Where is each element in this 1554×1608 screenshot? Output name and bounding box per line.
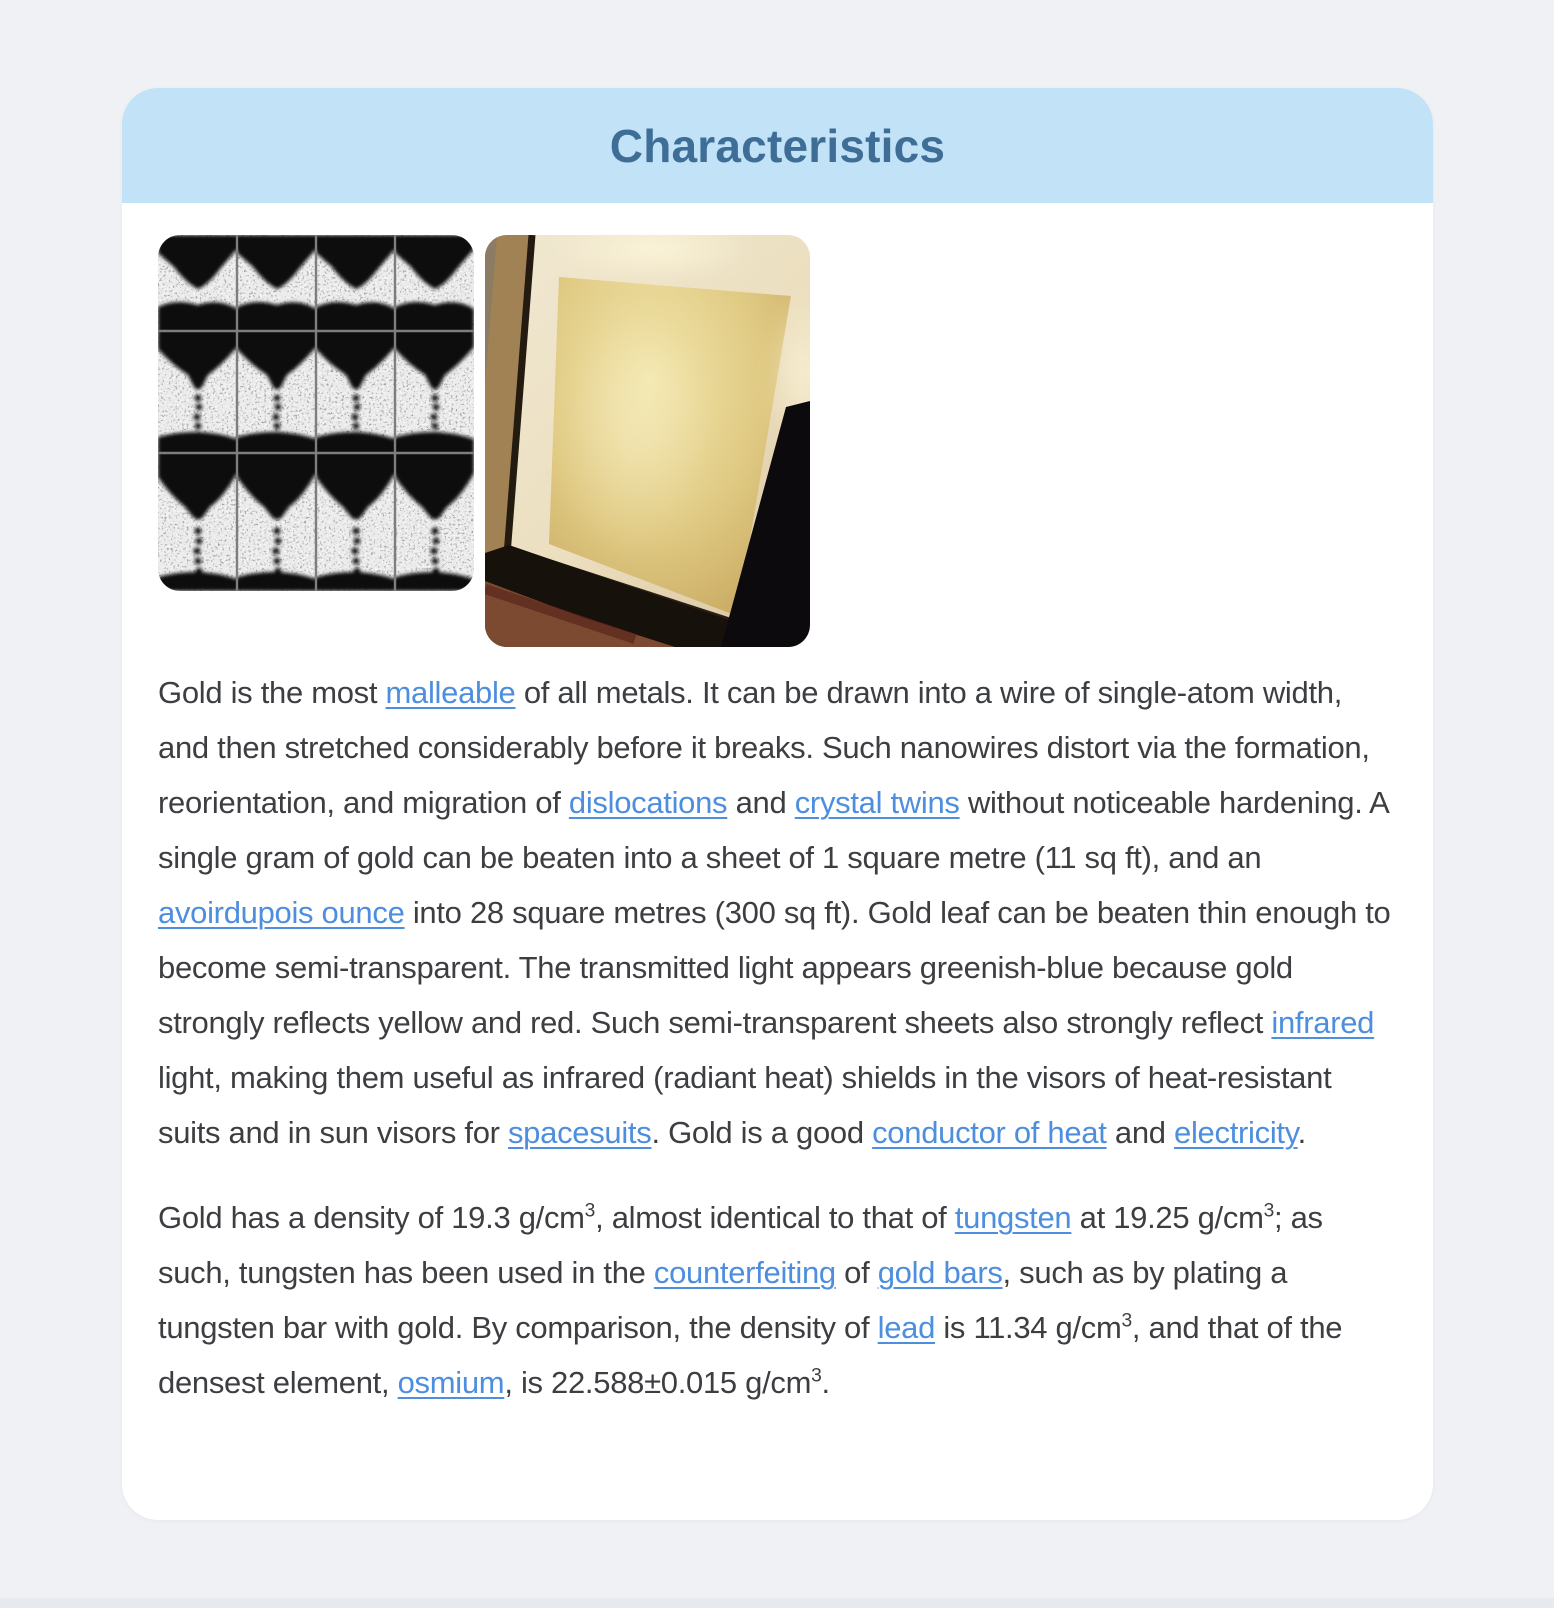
characteristics-card [122, 88, 1433, 1520]
text-run: is 11.34 g/cm [935, 1310, 1122, 1345]
text-run: , almost identical to that of [595, 1200, 955, 1235]
card-body [122, 203, 1433, 1450]
text-run: and [727, 785, 795, 820]
link-electricity[interactable]: electricity [1174, 1115, 1298, 1150]
text-run: of [835, 1255, 878, 1290]
text-run: , such as by plating a tungsten bar with gold. By comparison, the density of [158, 1255, 1288, 1345]
link-crystal-twins[interactable]: crystal twins [794, 785, 960, 820]
text-run: Gold has a density of 19.3 g/cm [158, 1200, 585, 1235]
link-conductor-of-heat[interactable]: conductor of heat [872, 1115, 1107, 1150]
superscript: 3 [1263, 1200, 1274, 1222]
text-run: of all metals. It can be drawn into a wire of single-atom width, and then stretched considerably before it breaks. Such nanowires distort via the formation, reorientation, and migration of [158, 675, 1370, 820]
link-gold-bars[interactable]: gold bars [877, 1255, 1003, 1290]
card-title: Characteristics [609, 119, 946, 172]
text-run: Gold is the most [158, 675, 386, 710]
link-tungsten[interactable]: tungsten [954, 1200, 1072, 1235]
paragraph-malleability [158, 665, 1397, 1160]
link-dislocations[interactable]: dislocations [568, 785, 728, 820]
text-run: , is 22.588±0.015 g/cm [504, 1365, 812, 1400]
text-run: at 19.25 g/cm [1071, 1200, 1264, 1235]
superscript: 3 [584, 1200, 596, 1222]
link-malleable[interactable]: malleable [385, 675, 516, 710]
gold-leaf-graphic [485, 235, 810, 647]
link-avoirdupois-ounce[interactable]: avoirdupois ounce [158, 895, 405, 930]
text-run: . [1297, 1115, 1306, 1150]
superscript: 3 [811, 1365, 822, 1387]
link-counterfeiting[interactable]: counterfeiting [653, 1255, 836, 1290]
paragraph-density [158, 1190, 1397, 1410]
link-osmium[interactable]: osmium [397, 1365, 505, 1400]
link-lead[interactable]: lead [877, 1310, 936, 1345]
gold-leaf-frame-image [485, 235, 810, 647]
text-run: without noticeable hardening. A single gram of gold can be beaten into a sheet of 1 square metre (11 sq ft), and an [158, 785, 1388, 875]
gold-nanowire-montage-image [158, 235, 474, 591]
link-spacesuits[interactable]: spacesuits [507, 1115, 652, 1150]
nanowire-montage-graphic [158, 235, 474, 591]
superscript: 3 [1121, 1310, 1132, 1332]
images-row [158, 235, 1397, 647]
text-run: . [821, 1365, 830, 1400]
bottom-strip [0, 1598, 1554, 1608]
text-run: ; as such, tungsten has been used in the [158, 1200, 1323, 1290]
link-infrared[interactable]: infrared [1271, 1005, 1375, 1040]
text-run: and [1106, 1115, 1175, 1150]
text-run: into 28 square metres (300 sq ft). Gold leaf can be beaten thin enough to become semi-transparent. The transmitted light appears greenish-blue because gold strongly reflects yellow and red. Such semi-transparent sheets also strongly reflect [158, 895, 1391, 1040]
text-run: . Gold is a good [651, 1115, 873, 1150]
card-header [122, 88, 1433, 203]
text-run: light, making them useful as infrared (radiant heat) shields in the visors of heat-resistant suits and in sun visors for [158, 1060, 1332, 1150]
text-run: , and that of the densest element, [158, 1310, 1343, 1400]
